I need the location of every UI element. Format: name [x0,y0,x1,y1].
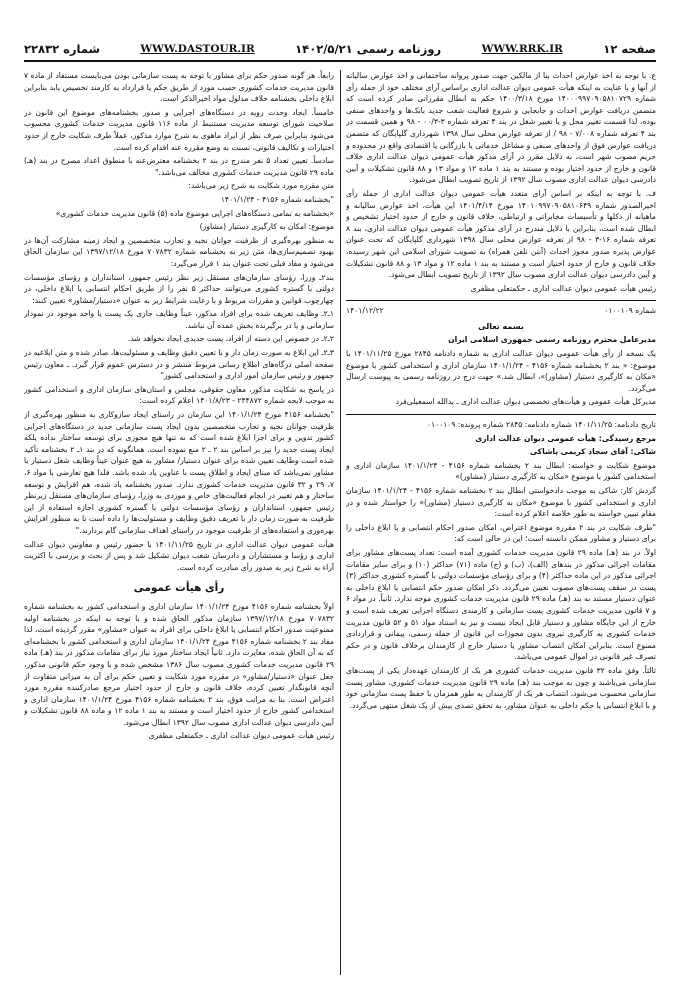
circular-ref: "بخشنامه شماره ۴۱۵۶ - ۱۴۰۱/۱/۲۴ [220,194,334,204]
letter-date: ۱۴۰۱/۱۲/۲۲ [346,306,384,316]
signature-1: رئیس هیأت عمومی دیوان عدالت اداری ـ حکمتعلی مظفری [470,283,656,293]
cover-letter-body: یک نسخه از رأی هیأت عمومی دیوان عدالت اداری به شماره دادنامه ۲۸۴۵ مورخ ۱۴۰۱/۱۱/۲۵ با موضوع: « بند ۲ بخشنامه شماره ۴۱۵۶ - ۱۴۰۱/۱/۲۴ سازمان اداری و استخدامی کشور با موضوع «مکان به کارگیری دستیار (مشاور)»، ابطال شد.» جهت درج در روزنامه رسمی به پیوست ارسال می‌گردد. [346,349,656,393]
bismillah: بسمه تعالی [478,321,524,331]
gazette-date: روزنامه رسمی ۱۴۰۲/۵/۲۱ [295,42,442,56]
defense-intro: در پاسخ به شکایت مذکور، معاون حقوقی، مجلس و استان‌های سازمان اداری و استخدامی کشور به موجب لایحه شماره ۲۴۴۸۷۲ - ۱۴۰۱/۸/۲۳ اعلام کرده است: [24,384,334,406]
letter-meta [346,305,656,317]
right-column [346,70,656,975]
defense-text: "بخشنامه ۴۱۵۶ مورخ ۱۴۰۱/۱/۲۴ این سازمان در راستای ایجاد سازوکاری به منظور بهره‌گیری از ظرفیت جوانان نخبه و تجارب متخصصین بدون ایجاد پست سازمانی جدید در دستگاه‌های اجرایی کشور تدوین و برای اجرا ابلاغ شده است که نه تنها هیچ مجوزی برای توسعه ساختار نداده بلکه ایجاد پست جدید را نیز بر اساس بند ۲ ـ ۲ منع نموده است. همانگونه که در بند ۱ـ ۲ بخشنامه تأکید شده است وظایف تعیین شده برای عنوان دستیار/ مشاور به هیچ عنوان عیناً وظایف شغل دستیار یا مشاور نمی‌باشد که مبنای ایجاد و اطلاق پست با عناوین یاد شده باشد. فلذا هیچ تعارضی با مواد ۶، ۷، ۲۹ و ۳۲ قانون مدیریت خدمات کشوری ندارد. صدور بخشنامه یاد شده، هم افزایش و توسعه ساختار و هم تغییر در انجام فعالیت‌های خاص و موردی به وزرا، رؤسای سازمان‌های مستقل زیرنظر رئیس جمهور، استانداران و رؤسای مؤسسات دولتی با گستره کشوری اجازه استفاده از این ظرفیت به صورت زمان دار با تعریف دقیق وظایف و مسئولیت‌ها را داده است تا به منظور افزایش بهره‌وری و استفاده‌های از ظرفیت موجود در راستای اهداف سازمانی گام بردارند." [24,410,334,535]
procedure: گردش کار: شاکی به موجب دادخواستی ابطال بند ۲ بخشنامه شماره ۴۱۵۶ - ۱۴۰۱/۱/۲۴ سازمان اداری و استخدامی کشور با موضوع «مکان به کارگیری دستیار (مشاور)» را خواستار شده و در مقام تبیین خواسته به طور خلاصه اعلام کرده است: [346,486,656,519]
ruling-heading: رأی هیأت عمومی [133,582,225,595]
clause-2-3: ۳ـ۲ـ این ابلاغ به صورت زمان دار و با تعیین دقیق وظایف و مسئولیت‌ها، صادر شده و متن ابلاغیه در صفحه اصلی درگاه‌های اطلاع رسانی مربوط منتشر و در دسترس عموم قرار گیرد. ـ معاون رئیس جمهور و رئیس سازمان امور اداری و استخدامی کشور" [24,348,334,381]
separator-2 [346,414,656,415]
complaint-subject: موضوع شکایت و خواسته: ابطال بند ۲ بخشنامه شماره ۴۱۵۶ - ۱۴۰۱/۱/۲۴ سازمان اداری و استخدامی کشور با موضوع «مکان به کارگیری دستیار (مشاور)» [346,460,656,482]
point-5: خامساً. ایجاد وحدت رویه در دستگاه‌های اجرایی و صدور بخشنامه‌های موضوع این قانون در صلاحیت شورای توسعه مدیریت مستنبط از ماده ۱۱۶ قانون مدیریت خدمات کشوری محسوب می‌شود بنابراین صرف نظر از ایراد ماهوی به شرح موارد مذکور، عملاً طرف شکایت خارج از حدود اختیارات و تکالیف قانونی، نسبت به وضع مقرره عنه اقدام کرده است. [24,107,334,152]
point-6: سادساً. تعیین تعداد ۵ نفر مندرج در بند ۲ بخشنامه معترض‌عنه با منطوق اعداد مصرح در بند (هـ) ماده ۲۹ قانون مدیریت خدمات کشوری مخالف می‌باشد." [24,156,334,177]
header-rule [24,60,656,62]
point-3: ثالثاً. وفق ماده ۳۲ قانون مدیریت خدمات کشوری هر یک از کارمندان عهده‌دار یکی از پست‌های سازمانی می‌باشند و چون به موجب بند (هـ) ماده ۲۹ قانون مدیریت خدمات کشوری، مشاور پست سازمانی محسوب می‌شود، انتصاب هر یک از کارمندان به طور همزمان با حفظ پست سازمانی خود و با ابلاغ انتسابی یا حکم داخلی به عنوان مشاور، به تحقق تصدی بیش از یک شغل منتهی می‌گردد. [346,665,656,710]
ruling-text: اولاً بخشنامه شماره ۴۱۵۶ مورخ ۱۴۰۱/۱/۲۴ سازمان اداری و استخدامی کشور به بخشنامه شماره ۷۰۷۸۳۲ مورخ ۱۳۹۷/۱۲/۱۸ سازمان مذکور الحاق شده و با توجه به اینکه در بخشنامه اولیه ممنوعیت صدور احکام انتسابی یا ابلاغ داخلی برای افراد به عنوان «مشاور» مقرر گردیده است، لذا مفاد بند ۲ بخشنامه شماره ۴۱۵۶ مورخ ۱۴۰۱/۱/۲۴ سازمان اداری و استخدامی کشور با بخشنامه‌ای که به آن الحاق شده، مغایرت دارد. ثانیاً ایجاد ساختار مورد نیاز برای مقامات مذکور در بند (هـ) ماده ۲۹ قانون مدیریت خدمات کشوری مصوب سال ۱۳۸۶ مشخص شده و با وجود حکم قانونی مذکور، جعل عنوان «دستیار/مشاور» در مقرره مورد شکایت و تعیین حکم برای آن به میزانی متفاوت از آنچه قانونگذار تعیین کرده، خلاف قانون و خارج از حدود اختیار مرجع صادرکننده مقرره مورد اعتراض است. بنا به مراتب فوق، بند ۲ بخشنامه شماره ۴۱۵۶ مورخ ۱۴۰۱/۱/۲۴ سازمان اداری و استخدامی کشور خارج از حدود اختیار است و مستند به بند ۱ ماده ۱۲ و ماده ۸۸ قانون تشکیلات و آیین دادرسی دیوان عدالت اداری مصوب سال ۱۳۹۲ ابطال می‌شود. [24,601,334,727]
circular-preamble: به منظور بهره‌گیری از ظرفیت جوانان نخبه و تجارب متخصصین و ایجاد زمینه مشارکت آن‌ها در بهبود تصمیم‌سازی‌ها، متن زیر به بخشنامه شماره ۷۰۷۸۳۲ مورخ ۱۳۹۷/۱۲/۱۸ این سازمان الحاق می‌شود و مفاد قبلی تحت عنوان بند ۱ قرار می‌گیرد: [24,235,334,268]
signature-3: رئیس هیأت عمومی دیوان عدالت اداری ـ حکمتعلی مظفری [148,731,334,741]
left-column [24,70,334,975]
regulation-intro: متن مقرره مورد شکایت به شرح زیر می‌باشد: [188,181,334,191]
dastour-link[interactable]: WWW.DASTOUR.IR [140,43,255,55]
clause-2-2: ۲ـ۲ـ در خصوص این دسته از افراد، پست جدیدی ایجاد نخواهد شد. [127,334,334,344]
header-row [24,38,656,60]
signature-2: مدیرکل هیأت عمومی و هیأت‌های تخصصی دیوان عدالت اداری ـ یدالله اسمعیلی‌فرد [395,397,656,407]
column-divider [340,70,341,975]
clause-2-1: ۱ـ۲ـ وظایف تعریف شده برای افراد مذکور، عیناً وظایف جاری یک پست یا واحد موجود در نمودار سازمانی و یا در برگیرنده بخش عمده آن نباشد. [24,309,334,330]
point-1: اولاً. در بند (هـ) ماده ۲۹ قانون مدیریت خدمات کشوری آمده است: تعداد پست‌های مشاور برای مقامات اجرائی مذکور در بندهای (الف)، (ب) و (ج) ماده (۷۱) حداکثر (۱۰) و برای سایر مقامات اجرائی مذکور در این ماده حداکثر (۴) و برای رؤسای مؤسسات دولتی با گستره کشوری حداکثر (۳) پست در سقف پست‌های مصوب تعیین می‌گردد. ذکر امکان صدور حکم انتصابی یا ابلاغ داخلی به عنوان دستیار مستند به بند (هـ) ماده ۲۹ قانون مدیریت خدمات کشوری موجه ندارد. ثانیاً. در مواد ۶ و ۷ قانون مدیریت خدمات کشوری پست سازمانی و کارمندی دستگاه اجرایی تعریف شده است و خارج از این جایگاه مشاور و دستیار قابل ایجاد نیست و نیز به استناد مواد ۵۱ و ۵۲ قانون مدیریت خدمات کشوری به کارگیری نیروی بدون مجوزات این قانون از جمله رسمی، پیمانی و قراردادی ممنوع است. بنابراین امکان انتصاب مشاور یا دستیار خارج از کارمندان برخلاف قانون و در حکم تصرف غیر قانونی در اموال عمومی می‌باشد. [346,547,656,662]
circular-title: «بخشنامه به تمامی دستگاه‌های اجرایی موضوع ماده (۵) قانون مدیریت خدمات کشوری» [55,208,334,218]
separator [346,300,656,301]
point-4: رابعاً. هر گونه صدور حکم برای مشاور با توجه به پست سازمانی بودن می‌بایست مستفاد از ماده ۷ قانون مدیریت خدمات کشوری حسب مورد از طریق حکم یا قرارداد به کارمند تخصیص یابد بنابراین ابلاغ داخلی بخشنامه خلاف مدلول مواد اخیرالذکر است. [24,71,334,104]
rrk-link[interactable]: WWW.RRK.IR [481,43,563,55]
page-header [0,0,680,64]
session-note: هیأت عمومی دیوان عدالت اداری در تاریخ ۱۴۰۱/۱۱/۲۵ با حضور رئیس و معاونین دیوان عدالت اداری و رؤسا و مستشاران و دادرسان شعب دیوان تشکیل شد و پس از بحث و بررسی با اکثریت آراء به شرح زیر به صدور رأی مبادرت کرده است. [24,539,334,572]
clause-2: بند۲ـ وزرا، رؤسای سازمان‌های مستقل زیر نظر رئیس جمهور، استانداران و رؤسای مؤسسات دولتی با گستره کشوری می‌توانند حداکثر ۵ نفر را از طریق احکام انتسابی یا ابلاغ داخلی، در چهارچوب قوانین و مقررات مربوط و با رعایت شرایط زیر به عنوان «دستیار/مشاور» تعیین کنند: [24,272,334,305]
page-number: صفحه ۱۲ [603,42,656,56]
complainant: شاکی: آقای سجاد کریمی پاشاکی [530,447,656,457]
paragraph-e: ع. با توجه به اخذ عوارض احداث بنا از مالکین جهت صدور پروانه ساختمانی و اخذ عوارض سالیانه از آنها و با عنایت به اینکه هیأت عمومی دیوان عدالت اداری براساس آرای مختلف خود از جمله رأی شماره ۱۴۰۰۰۹۹۷۰۹۰۵۸۱۰۷۲۹ مورخ ۱۴۰۰/۳/۱۸ حکم به ابطال مقرراتی صادر کرده است که متضمن دریافت عوارض احداث و جابجایی و شروع فعالیت شعب جدید بانک‌ها و واحدهای صنفی بوده، لذا قسمت تغییر محل و یا تغییر شغل در بند ۴ تعرفه شماره ۳-۰۰/۳ - ۹۸ و همین قسمت در بند ۴ تعرفه شماره ۷/۰۰۸ - ۹۸ / از تعرفه عوارض محلی سال ۱۳۹۸ شهرداری گلپایگان که متضمن دریافت عوارض فوق از واحدهای صنفی و مشاغل خدماتی یا بازرگانی یا اقتصادی واقع در محدوده و حریم مصوب شهر است، به دلایل مقرر در آرای مذکور هیأت عمومی دیوان عدالت اداری خلاف قانون و خارج از حدود اختیار بوده و مستند به بند ۱ ماده ۱۲ و مواد ۱۳ و ۸۸ قانون تشکیلات و آیین دادرسی دیوان عدالت اداری مصوب سال ۱۳۹۲ از تاریخ تصویب ابطال می‌شود. [346,71,656,185]
letter-number: شماره ۰۱۰۰۱۰۹ [604,306,656,316]
ruling-info: تاریخ دادنامه: ۱۴۰۱/۱۱/۲۵ شماره دادنامه: ۲۸۴۵ شماره پرونده: ۰۱۰۰۱۰۹ [426,420,656,430]
issue-number: شماره ۲۲۸۳۲ [24,42,100,56]
circular-subject: موضوع: امکان به کارگیری دستیار (مشاور) [199,222,334,232]
complaint-quote: "طرف شکایت در بند ۲ مقرره موضوع اعتراض، امکان صدور احکام انتصابی و یا ابلاغ داخلی را برای دستیار و مشاور ممکن دانسته است؛ این در حالی است که: [346,522,656,544]
addressee: مدیرعامل محترم روزنامه رسمی جمهوری اسلامی ایران [448,335,656,345]
authority: مرجع رسیدگی: هیأت عمومی دیوان عدالت اداری [475,433,656,443]
paragraph-f: ف. با توجه به اینکه بر اساس آرای متعدد هیأت عمومی دیوان عدالت اداری از جمله رأی اخیرالصدور شماره ۱۴۰۱۰۹۹۷۰۹۰۵۸۱۰۶۴۹ مورخ ۱۴۰۱/۴/۱۴ این هیأت، اخذ عوارض سالیانه و ماهیانه از دکلها و تأسیسات مخابراتی و ارتباطی، خلاف قانون و خارج از حدود اختیار تشخیص و ابطال شده است، بنابراین با دلایل مندرج در آرای مذکور هیأت عمومی دیوان عدالت اداری، بند ۸ تعرفه شماره ۱۶-۳ - ۹۸ از تعرفه عوارض محلی سال ۱۳۹۸ شهرداری گلپایگان که تحت عنوان عوارض پذیره صدور مجوز احداث (آنتن تلفن همراه) به تصویب شورای اسلامی این شهر رسیده، خلاف قانون و خارج از حدود اختیار است و مستند به بند ۱ ماده ۱۲ و مواد ۱۳ و ۸۸ قانون تشکیلات و آیین دادرسی دیوان عدالت اداری مصوب سال ۱۳۹۲ از تاریخ تصویب ابطال می‌شود. [346,188,656,280]
